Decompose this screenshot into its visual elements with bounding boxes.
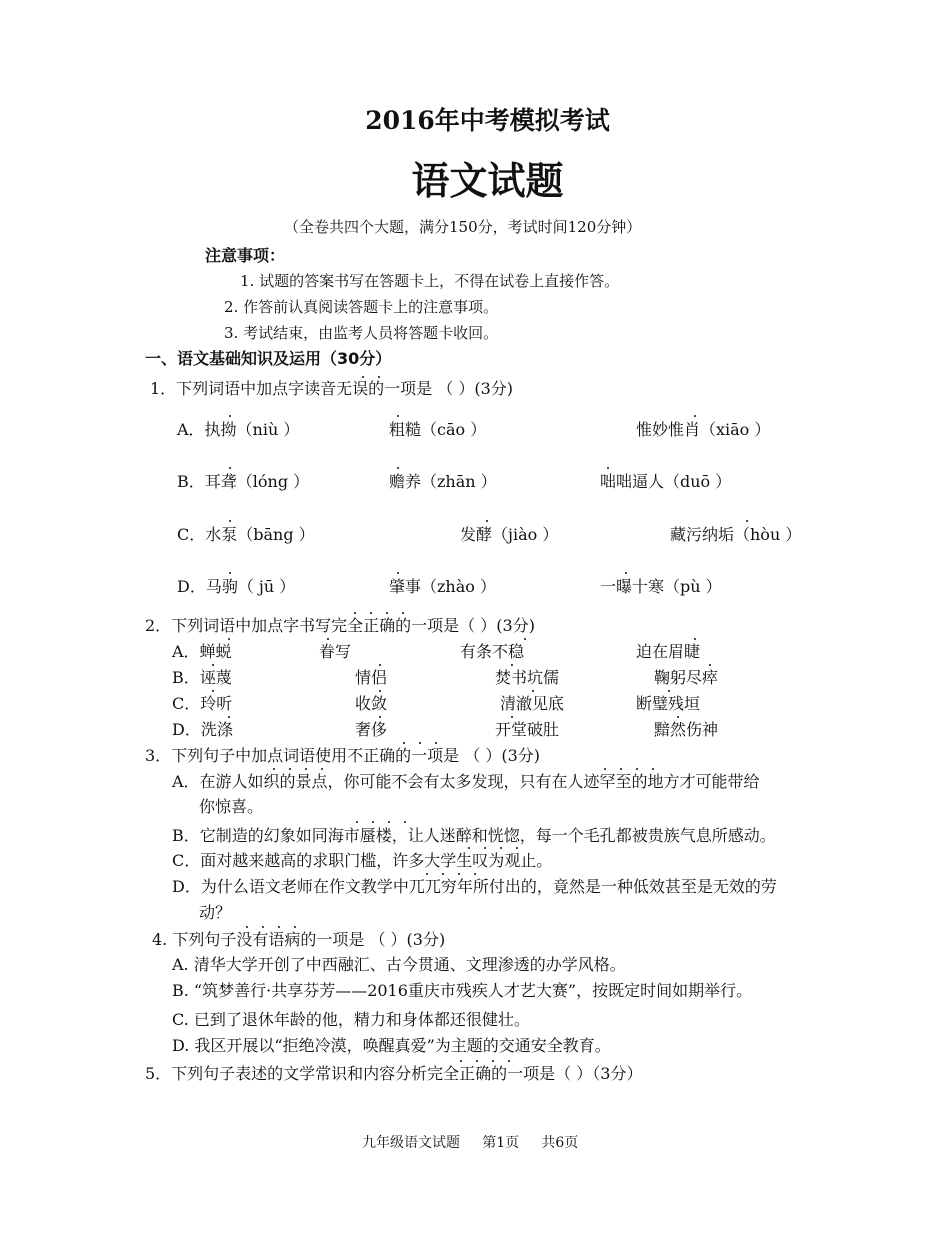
q2-option: D．洗涤 xyxy=(172,720,233,739)
emphasis-dot xyxy=(294,926,296,928)
q1-option: 咄咄逼人（duō ） xyxy=(600,472,732,491)
emphasis-dot xyxy=(476,1060,478,1062)
q2-option: 有条不稳 xyxy=(460,642,525,661)
emphasis-dot xyxy=(370,612,372,614)
emphasis-dot xyxy=(511,664,513,666)
page-footer: 九年级语文试题 第1页 共6页 xyxy=(362,1135,579,1151)
emphasis-dot xyxy=(516,847,518,849)
q2-option: 收敛 xyxy=(355,694,388,713)
emphasis-dot xyxy=(404,821,406,823)
notes-heading: 注意事项： xyxy=(205,246,286,265)
q2-option: 清澈见底 xyxy=(500,694,565,713)
emphasis-dot xyxy=(278,926,280,928)
emphasis-dot xyxy=(229,520,231,522)
emphasis-dot xyxy=(379,664,381,666)
emphasis-dot xyxy=(694,638,696,640)
q3-option: A．在游人如织的景点，你可能不会有太多发现，只有在人迹罕至的地方才可能带给 xyxy=(172,772,760,791)
q4-option: B. “筑梦善行·共享芬芳——2016重庆市残疾人才艺大赛”，按既定时间如期举行。 xyxy=(172,981,753,1000)
emphasis-dot xyxy=(746,520,748,522)
emphasis-dot xyxy=(620,768,622,770)
emphasis-dot xyxy=(273,768,275,770)
emphasis-dot xyxy=(468,847,470,849)
emphasis-dot xyxy=(386,612,388,614)
q1-option: C．水泵（bāng ） xyxy=(177,525,315,544)
emphasis-dot xyxy=(419,742,421,744)
note-item: 1. 试题的答案书写在答题卡上，不得在试卷上直接作答。 xyxy=(240,272,620,290)
emphasis-dot xyxy=(668,690,670,692)
emphasis-dot xyxy=(246,926,248,928)
q1-option: D．马驹（ jū ） xyxy=(177,577,296,596)
q4-option: A. 清华大学开创了中西融汇、古今贯通、文理渗透的办学风格。 xyxy=(172,955,626,974)
question-4-stem: 4. 下列句子没有语病的一项是 （ ）(3分) xyxy=(152,930,446,949)
emphasis-dot xyxy=(356,821,358,823)
q1-option: A．执拗（niù ） xyxy=(177,420,300,439)
subject-title: 语文试题 xyxy=(411,158,564,203)
emphasis-dot xyxy=(458,873,460,875)
emphasis-dot xyxy=(652,768,654,770)
emphasis-dot xyxy=(228,638,230,640)
q4-option: C. 已到了退休年龄的他，精力和身体都还很健壮。 xyxy=(172,1010,530,1029)
q1-option: 肇事（zhào ） xyxy=(389,577,496,596)
q3-option: C．面对越来越高的求职门槛，许多大学生叹为观止。 xyxy=(172,851,553,870)
q1-option: 藏污纳垢（hòu ） xyxy=(670,525,802,544)
question-3-stem: 3．下列句子中加点词语使用不正确的一项是 （ ）(3分) xyxy=(145,746,541,765)
emphasis-dot xyxy=(625,572,627,574)
emphasis-dot xyxy=(607,467,609,469)
question-2-stem: 2．下列词语中加点字书写完全正确的一项是（ ）(3分) xyxy=(145,616,535,635)
exam-info: （全卷共四个大题，满分150分，考试时间120分钟） xyxy=(284,218,642,236)
emphasis-dot xyxy=(262,926,264,928)
q1-option: 粗糙（cāo ） xyxy=(389,420,487,439)
emphasis-dot xyxy=(229,415,231,417)
emphasis-dot xyxy=(511,716,513,718)
emphasis-dot xyxy=(508,1060,510,1062)
q1-option: 发酵（jiào ） xyxy=(460,525,559,544)
emphasis-dot xyxy=(354,612,356,614)
q4-option: D. 我区开展以“拒绝冷漠，唤醒真爱”为主题的交通安全教育。 xyxy=(172,1036,611,1055)
note-item: 3. 考试结束，由监考人员将答题卡收回。 xyxy=(224,324,499,342)
emphasis-dot xyxy=(362,376,364,378)
q2-option: 黯然伤神 xyxy=(654,720,719,739)
emphasis-dot xyxy=(379,690,381,692)
emphasis-dot xyxy=(327,638,329,640)
q1-option: 一曝十寒（pù ） xyxy=(600,577,722,596)
q2-option: C．玲听 xyxy=(172,694,233,713)
emphasis-dot xyxy=(397,467,399,469)
q3-option: B．它制造的幻象如同海市蜃楼，让人迷醉和恍惚，每一个毛孔都被贵族气息所感动。 xyxy=(172,826,776,845)
q2-option: 情侣 xyxy=(355,668,388,687)
emphasis-dot xyxy=(378,376,380,378)
emphasis-dot xyxy=(229,467,231,469)
emphasis-dot xyxy=(379,716,381,718)
emphasis-dot xyxy=(677,716,679,718)
emphasis-dot xyxy=(403,742,405,744)
emphasis-dot xyxy=(212,664,214,666)
note-item: 2. 作答前认真阅读答题卡上的注意事项。 xyxy=(224,298,499,316)
emphasis-dot xyxy=(372,821,374,823)
exam-title: 2016年中考模拟考试 xyxy=(365,106,610,135)
emphasis-dot xyxy=(524,638,526,640)
emphasis-dot xyxy=(321,768,323,770)
q2-option: 焚书坑儒 xyxy=(495,668,560,687)
q3-option: D．为什么语文老师在作文教学中兀兀穷年所付出的，竟然是一种低效甚至是无效的劳 xyxy=(172,877,777,896)
q3-option: 动？ xyxy=(199,903,232,922)
emphasis-dot xyxy=(492,1060,494,1062)
emphasis-dot xyxy=(500,847,502,849)
q1-option: B．耳聋（lóng ） xyxy=(177,472,310,491)
q2-option: 迫在眉睫 xyxy=(636,642,701,661)
question-5-stem: 5．下列句子表述的文学常识和内容分析完全正确的一项是（ ）（3分） xyxy=(145,1064,643,1083)
emphasis-dot xyxy=(435,742,437,744)
emphasis-dot xyxy=(397,572,399,574)
q2-option: A．蝉蜕 xyxy=(172,642,232,661)
q2-option: 鞠躬尽瘁 xyxy=(654,668,719,687)
emphasis-dot xyxy=(442,873,444,875)
emphasis-dot xyxy=(289,768,291,770)
emphasis-dot xyxy=(402,612,404,614)
emphasis-dot xyxy=(532,690,534,692)
emphasis-dot xyxy=(305,768,307,770)
emphasis-dot xyxy=(709,664,711,666)
q2-option: 眷写 xyxy=(319,642,352,661)
emphasis-dot xyxy=(636,768,638,770)
q1-option: 惟妙惟肖（xiāo ） xyxy=(636,420,771,439)
question-1-stem: 1．下列词语中加点字读音无误的一项是 （ ）(3分) xyxy=(150,379,514,398)
emphasis-dot xyxy=(694,415,696,417)
emphasis-dot xyxy=(460,1060,462,1062)
q2-option: B．诬蔑 xyxy=(172,668,232,687)
emphasis-dot xyxy=(474,873,476,875)
q1-option: 赡养（zhān ） xyxy=(389,472,497,491)
q2-option: 断璧残垣 xyxy=(636,694,701,713)
q2-option: 奢侈 xyxy=(355,720,388,739)
emphasis-dot xyxy=(486,520,488,522)
q2-option: 开堂破肚 xyxy=(495,720,560,739)
emphasis-dot xyxy=(229,572,231,574)
emphasis-dot xyxy=(228,716,230,718)
emphasis-dot xyxy=(397,415,399,417)
q3-option: 你惊喜。 xyxy=(199,797,264,816)
emphasis-dot xyxy=(484,847,486,849)
emphasis-dot xyxy=(604,768,606,770)
emphasis-dot xyxy=(212,690,214,692)
emphasis-dot xyxy=(426,873,428,875)
section-heading: 一、语文基础知识及运用（30分） xyxy=(145,349,392,368)
emphasis-dot xyxy=(388,821,390,823)
